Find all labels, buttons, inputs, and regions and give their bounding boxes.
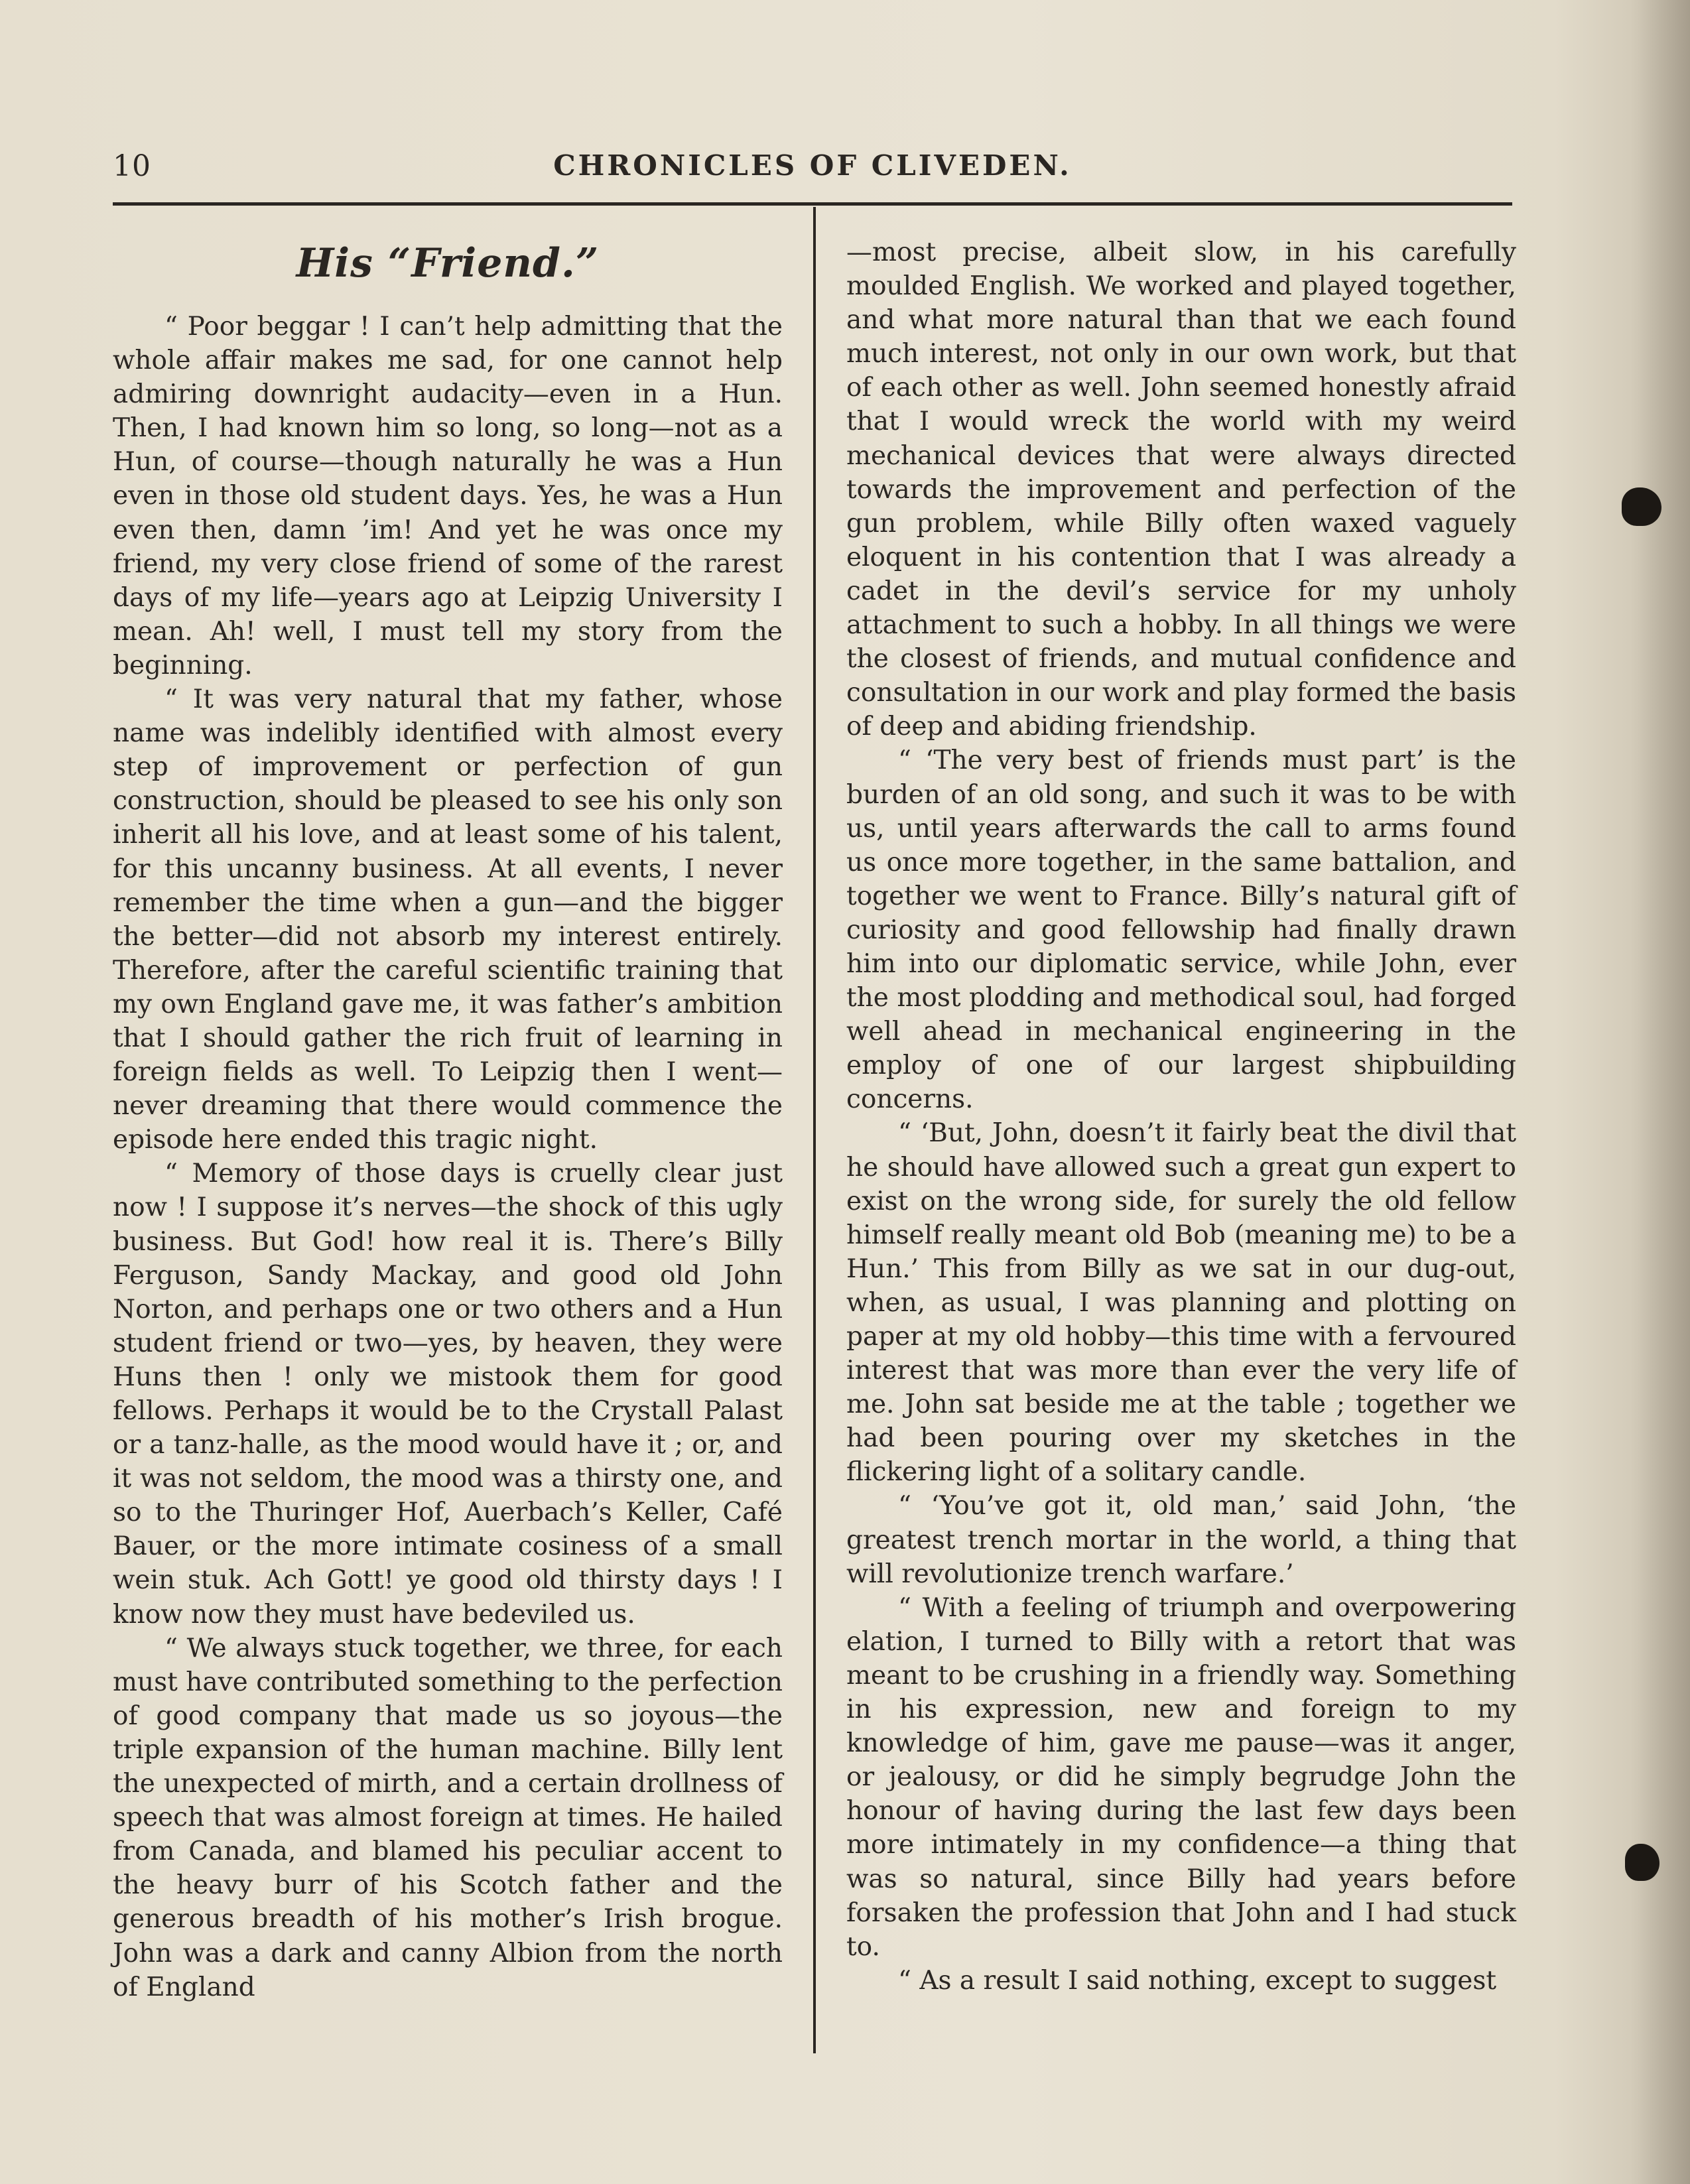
running-title: CHRONICLES OF CLIVEDEN. [553,149,1072,182]
paragraph: “ ‘The very best of friends must part’ is the burden of an old song, and such it was to be with us, until years afterwards the call to arms found us once more together, in the same battalion, and together we went to France. Billy’s natural gift of curiosity and good fellowship had finally drawn him into our diplomatic service, while John, ever the most plodding and methodical soul, had forged well ahead in mechanical engineering in the employ of one of our largest shipbuilding concerns. [846,745,1516,1115]
page-header [113,149,1512,189]
left-column [113,310,783,2004]
paragraph: “ We always stuck together, we three, for each must have contributed something to the perfection of good company that made us so joyous—the triple expansion of the human machine. Billy lent the unexpected of mirth, and a certain drollness of speech that was almost foreign at times. He hailed from Canada, and blamed his peculiar accent to the heavy burr of his Scotch father and the generous breadth of his mother’s Irish brogue. John was a dark and canny Albion from the north of England [113,1633,783,2002]
paragraph: “ ‘But, John, doesn’t it fairly beat the divil that he should have allowed such a great gun expert to exist on the wrong side, for surely the old fellow himself really meant old Bob (meaning me) to be a Hun.’ This from Billy as we sat in our dug-out, when, as usual, I was planning and plotting on paper at my old hobby—this time with a fervoured interest that was more than ever the very life of me. John sat beside me at the table ; together we had been pouring over my sketches in the flickering light of a solitary candle. [846,1118,1516,1488]
paragraph: “ With a feeling of triumph and overpowering elation, I turned to Billy with a retort that was meant to be crushing in a friendly way. Something in his expression, new and foreign to my knowledge of him, gave me pause—was it anger, or jealousy, or did he simply begrudge John the honour of having during the last few days been more intimately in my confidence—a thing that was so natural, since Billy had years before forsaken the profession that John and I had stuck to. [846,1592,1516,1962]
paragraph: “ Poor beggar ! I can’t help admitting that the whole affair makes me sad, for one cannot help admiring downright audacity—even in a Hun. Then, I had known him so long, so long—not as a Hun, of course—though naturally he was a Hun even in those old student days. Yes, he was a Hun even then, damn ’im! And yet he was once my friend, my very close friend of some of the rarest days of my life—years ago at Leipzig University I mean. Ah! well, I must tell my story from the beginning. [113,312,783,680]
paragraph: “ It was very natural that my father, whose name was indelibly identified with almost every step of improvement or perfection of gun construction, should be pleased to see his only son inherit all his love, and at least some of his talent, for this uncanny business. At all events, I never remember the time when a gun—and the bigger the better—did not absorb my interest entirely. Therefore, after the careful scientific training that my own England gave me, it was father’s ambition that I should gather the rich fruit of learning in foreign fields as well. To Leipzig then I went—never dreaming that there would commence the episode here ended this tragic night. [113,684,783,1155]
paragraph: “ ‘You’ve got it, old man,’ said John, ‘the greatest trench mortar in the world, a thing that will revolutionize trench warfare.’ [846,1491,1516,1589]
paragraph: “ Memory of those days is cruelly clear just now ! I suppose it’s nerves—the shock of this ugly business. But God! how real it is. There’s Billy Ferguson, Sandy Mackay, and good old John Norton, and perhaps one or two others and a Hun student friend or two—yes, by heaven, they were Huns then ! only we mistook them for good fellows. Perhaps it would be to the Crystall Palast or a tanz-halle, as the mood would have it ; or, and it was not seldom, the mood was a thirsty one, and so to the Thuringer Hof, Auerbach’s Keller, Café Bauer, or the more intimate cosiness of a small wein stuk. Ach Gott! ye good old thirsty days ! I know now they must have bedeviled us. [113,1159,783,1630]
column-divider [813,207,816,2053]
paragraph: “ As a result I said nothing, except to suggest [898,1965,1497,1996]
header-rule [113,202,1512,206]
paragraph-continuation: —most precise, albeit slow, in his carefully moulded English. We worked and played together, and what more natural than that we each found much interest, not only in our own work, but that of each other as well. John seemed honestly afraid that I would wreck the world with my weird mechanical devices that were always directed towards the improvement and perfection of the gun problem, while Billy often waxed vaguely eloquent in his contention that I was already a cadet in the devil’s service for my unholy attachment to such a hobby. In all things we were the closest of friends, and mutual confidence and consultation in our work and play formed the basis of deep and abiding friendship. [846,237,1516,742]
article-title: His “Friend.” [296,240,600,287]
paper-hole-lower [1625,1844,1659,1881]
right-column [846,235,1516,1998]
page-number: 10 [113,149,151,183]
paper-hole-upper [1622,487,1661,526]
